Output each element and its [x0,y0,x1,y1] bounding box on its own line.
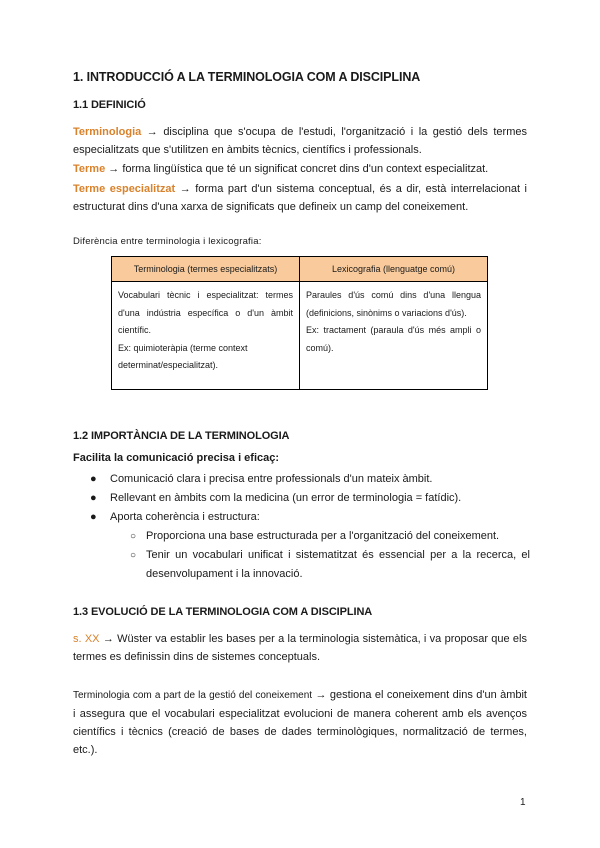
cell-description: Paraules d'ús comú dins d'una llengua (definicions, sinònims o variacions d'ús). [306,290,481,318]
table-cell-terminologia [112,282,300,390]
sub-list [110,527,530,584]
definition-text: → disciplina que s'ocupa de l'estudi, l'organització i la gestió dels termes especialitzats que s'utilitzen en àmbits tècnics, científics i professionals. [73,126,527,156]
bullet-icon: ● [90,511,97,523]
sub-list-item-text: Proporciona una base estructurada per a l'organització del coneixement. [146,530,500,542]
bullet-icon: ● [90,492,97,504]
table-header-lexicografia: Lexicografia (llenguatge comú) [300,257,488,282]
list-item [90,489,530,508]
section-heading-importancia: 1.2 IMPORTÀNCIA DE LA TERMINOLOGIA [73,430,290,442]
circle-bullet-icon: ○ [130,531,137,542]
cell-example: Ex: tractament (paraula d'ús més ampli o comú). [306,325,481,353]
table-header-terminologia: Terminologia (termes especialitzats) [112,257,300,282]
paragraph-text: → Wüster va establir les bases per a la terminologia sistemàtica, i va proposar que els termes es definissin dins de sistemes conceptuals. [73,633,527,663]
paragraph-wuster [73,630,527,666]
definition-terminologia [73,123,527,159]
table-cell-lexicografia [300,282,488,390]
table-header-row [112,257,488,282]
main-heading: 1. INTRODUCCIÓ A LA TERMINOLOGIA COM A DISCIPLINA [73,70,421,84]
list-item [90,508,530,584]
definition-terme [73,160,527,178]
term-label: Terminologia [73,126,142,138]
paragraph-text: → gestiona el coneixement dins d'un àmbit i assegura que el vocabulari especialitzat evolucioni de manera coherent amb els avenços científics i tècnics (creació de bases de dades terminològiques, normalització de termes, etc.). [73,689,527,756]
list-item-text: Rellevant en àmbits com la medicina (un error de terminologia = fatídic). [110,492,462,504]
section-heading-evolucio: 1.3 EVOLUCIÓ DE LA TERMINOLOGIA COM A DISCIPLINA [73,606,373,618]
century-label: s. XX [73,633,100,645]
list-item-text: Comunicació clara i precisa entre professionals d'un mateix àmbit. [110,473,433,485]
sub-list-item-text: Tenir un vocabulari unificat i sistematitzat és essencial per a la recerca, el desenvolupament i la innovació. [146,549,530,580]
definition-text: → forma part d'un sistema conceptual, és a dir, està interrelacionat i estructurat dins d'una xarxa de significats que defineix un camp del coneixement. [73,183,527,213]
cell-example: Ex: quimioteràpia (terme context determinat/especialitzat). [118,342,248,370]
section-heading-definicio: 1.1 DEFINICIÓ [73,99,146,111]
list-item-text: Aporta coherència i estructura: [110,511,260,523]
cell-description: Vocabulari tècnic i especialitzat: termes d'una indústria específica o d'un àmbit científic. [118,290,293,335]
paragraph-lead: Terminologia com a part de la gestió del coneixement [73,690,313,701]
table-caption: Diferència entre terminologia i lexicografia: [73,236,262,247]
bullet-icon: ● [90,473,97,485]
sub-list-item [110,546,530,584]
subheading-comunicacio: Facilita la comunicació precisa i eficaç: [73,452,280,464]
importance-list [90,470,530,584]
definition-terme-especialitzat [73,180,527,216]
comparison-table [111,256,488,390]
term-label: Terme especialitzat [73,183,176,195]
page-number: 1 [520,797,526,808]
term-label: Terme [73,163,106,175]
sub-list-item [110,527,530,546]
circle-bullet-icon: ○ [130,550,137,561]
paragraph-gestio-coneixement [73,686,527,759]
definition-text: → forma lingüística que té un significat concret dins d'un context especialitzat. [105,163,489,175]
list-item [90,470,530,489]
table-row [112,282,488,390]
